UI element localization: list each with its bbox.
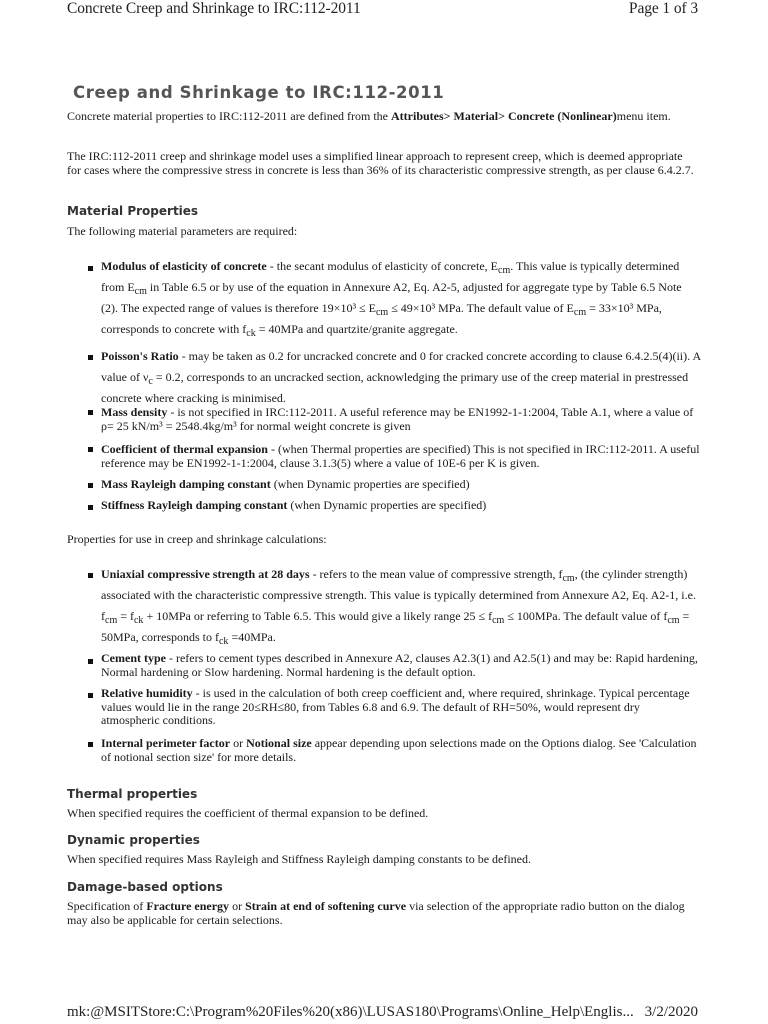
list-item-density: Mass density - is not specified in IRC:112-2011. A useful reference may be EN1992-1-1:2004, Table A.1, where a value of ρ= 25 kN/m³ = 2548.4kg/m³ for normal weight concrete is given [101, 405, 694, 433]
list-item-modulus: Modulus of elasticity of concrete - the secant modulus of elasticity of concrete, $E_{cm}$. This value is typically determined from $E_{cm}$ in Table 6.5 or by use of the equation in Annexure A2, Eq. A2-5, adjusted for aggregate type by Table 6.5 Note (2). The expected range of values is therefore $19\times 10^3 \le E_{cm} \le 49\times 10^3$ MPa. The default value of $E_{cm} = 33\times 10^3$ MPa, corresponds to concrete with $f_{ck} = 40MPa$ and quartzite/granite aggregate. [101, 259, 682, 339]
bullet [88, 483, 93, 488]
page-footer-path: mk:@MSITStore:C:\Program%20Files%20(x86)\LUSAS180\Programs\Online_Help\Englis... [67, 1004, 634, 1020]
list-item-cement: Cement type - refers to cement types described in Annexure A2, clauses A2.3(1) and A2.5(1) and may be: Rapid hardening, Normal hardening or Slow hardening. Normal hardening is the default option. [101, 651, 698, 679]
page-title: Creep and Shrinkage to IRC:112-2011 [73, 83, 445, 102]
bullet [88, 355, 93, 360]
bullet [88, 447, 93, 452]
page-header-title: Concrete Creep and Shrinkage to IRC:112-2011 [67, 0, 361, 17]
material-lead: The following material parameters are required: [67, 224, 298, 238]
list-item-stiffness-rayleigh: Stiffness Rayleigh damping constant (when Dynamic properties are specified) [101, 498, 487, 512]
list-item-mass-rayleigh: Mass Rayleigh damping constant (when Dynamic properties are specified) [101, 477, 470, 491]
list-item-humidity: Relative humidity - is used in the calculation of both creep coefficient and, where required, shrinkage. Typical percentage values would lie in the range 20≤RH≤80, from Tables 6.8 and 6.9. The default of RH=50%, would represent dry atmospheric conditions. [101, 686, 690, 727]
menu-path: Attributes> Material> Concrete (Nonlinear) [391, 109, 617, 123]
dynamic-properties-text: When specified requires Mass Rayleigh and Stiffness Rayleigh damping constants to be defined. [67, 852, 532, 866]
bullet [88, 505, 93, 510]
list-item-perimeter: Internal perimeter factor or Notional size appear depending upon selections made on the Options dialog. See 'Calculation of notional section size' for more details. [101, 736, 697, 764]
material-properties-heading: Material Properties [67, 204, 199, 218]
bullet [88, 693, 93, 698]
thermal-properties-text: When specified requires the coefficient of thermal expansion to be defined. [67, 806, 429, 820]
bullet [88, 659, 93, 664]
thermal-properties-heading: Thermal properties [67, 787, 198, 801]
list-item-thermal: Coefficient of thermal expansion - (when Thermal properties are specified) This is not specified in IRC:112-2011. A useful reference may be EN1992-1-1:2004, clause 3.1.3(5) where a value of 10E-6 per K is given. [101, 442, 700, 470]
bullet [88, 573, 93, 578]
intro-paragraph: Concrete material properties to IRC:112-2011 are defined from the Attributes> Material> Concrete (Nonlinear)menu item. [67, 109, 671, 123]
model-description-paragraph: The IRC:112-2011 creep and shrinkage model uses a simplified linear approach to represent creep, which is deemed appropriate for cases where the compressive stress in concrete is less than 36% of its characteristic compressive strength, as per clause 6.4.2.7. [67, 149, 694, 177]
page-number: Page 1 of 3 [628, 0, 698, 17]
bullet [88, 266, 93, 271]
damage-options-heading: Damage-based options [67, 880, 223, 894]
dynamic-properties-heading: Dynamic properties [67, 833, 200, 847]
damage-options-text: Specification of Fracture energy or Strain at end of softening curve via selection of the appropriate radio button on the dialog may also be applicable for certain selections. [67, 899, 685, 927]
creep-lead: Properties for use in creep and shrinkage calculations: [67, 532, 327, 546]
page-footer-date: 3/2/2020 [644, 1004, 698, 1020]
list-item-strength: Uniaxial compressive strength at 28 days - refers to the mean value of compressive strength, $f_{cm}$, (the cylinder strength) associated with the characteristic compressive strength. This value is typically determined from Annexure A2, Eq. A2-1, i.e. $f_{cm} = f_{ck} + 10MPa$ or referring to Table 6.5. This would give a likely range $25 \le f_{cm} \le 100MPa$. The default value of $f_{cm} = 50MPa$, corresponds to $f_{ck} =40MPa$. [101, 567, 696, 647]
bullet [88, 742, 93, 747]
bullet [88, 410, 93, 415]
list-item-poisson: Poisson's Ratio - may be taken as 0.2 for uncracked concrete and 0 for cracked concrete according to clause 6.4.2.5(4)(ii). A value of $\nu_c = 0.2$, corresponds to an uncracked section, acknowledging the primary use of the creep material in prestressed concrete where cracking is minimised. [101, 349, 701, 405]
